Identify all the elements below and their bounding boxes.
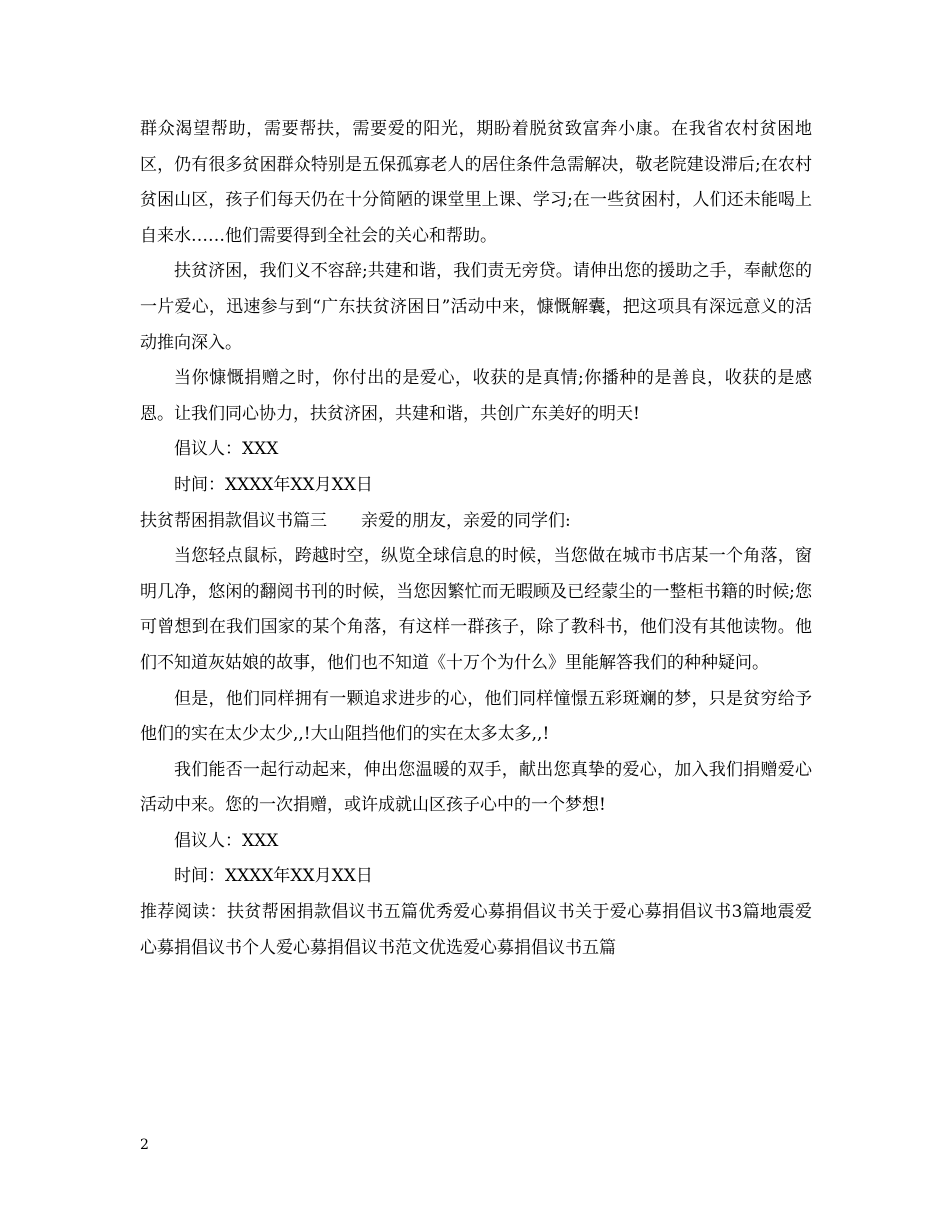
- date-line: 时间：XXXX年XX月XX日: [174, 474, 373, 495]
- date-line: 时间：XXXX年XX月XX日: [174, 866, 373, 887]
- paragraph-intro: 当您轻点鼠标，跨越时空，纵览全球信息的时候，当您做在城市书店某一个角落，窗明几净，悠闲的翻阅书刊的时候，当您因繁忙而无暇顾及已经蒙尘的一整柜书籍的时候;您可曾想到在我们国家的某个角落，有这样一群孩子，除了教科书，他们没有其他读物。他们不知道灰姑娘的故事，他们也不知道《十万个为什么》里能解答我们的种种疑问。: [140, 546, 812, 673]
- initiator-line: 倡议人：XXX: [174, 830, 279, 851]
- document-body: [140, 112, 812, 966]
- page-number: 2: [140, 1137, 149, 1153]
- paragraph-call-to-action: 扶贫济困，我们义不容辞;共建和谐，我们责无旁贷。请伸出您的援助之手，奉献您的一片爱心，迅速参与到“广东扶贫济困日”活动中来，慷慨解囊，把这项具有深远意义的活动推向深入。: [140, 261, 812, 353]
- recommended-reading: 推荐阅读：扶贫帮困捐款倡议书五篇优秀爱心募捐倡议书关于爱心募捐倡议书3篇地震爱心募捐倡议书个人爱心募捐倡议书范文优选爱心募捐倡议书五篇: [140, 902, 812, 958]
- paragraph-action: 我们能否一起行动起来，伸出您温暖的双手，献出您真挚的爱心，加入我们捐赠爱心活动中来。您的一次捐赠，或许成就山区孩子心中的一个梦想!: [140, 759, 812, 816]
- section-heading-part-three: 扶贫帮困捐款倡议书篇三 亲爱的朋友，亲爱的同学们:: [140, 510, 571, 531]
- paragraph-closing: 当你慷慨捐赠之时，你付出的是爱心，收获的是真情;你播种的是善良，收获的是感恩。让我们同心协力，扶贫济困，共建和谐，共创广东美好的明天!: [140, 368, 812, 424]
- paragraph-continuation: 群众渴望帮助，需要帮扶，需要爱的阳光，期盼着脱贫致富奔小康。在我省农村贫困地区，仍有很多贫困群众特别是五保孤寡老人的居住条件急需解决，敬老院建设滞后;在农村贫困山区，孩子们每天仍在十分简陋的课堂里上课、学习;在一些贫困村，人们还未能喝上自来水……他们需要得到全社会的关心和帮助。: [140, 119, 812, 246]
- initiator-line: 倡议人：XXX: [174, 439, 279, 460]
- paragraph-dreams: 但是，他们同样拥有一颗追求进步的心，他们同样憧憬五彩斑斓的梦，只是贫穷给予他们的实在太少太少,,!大山阻挡他们的实在太多太多,,!: [140, 688, 812, 745]
